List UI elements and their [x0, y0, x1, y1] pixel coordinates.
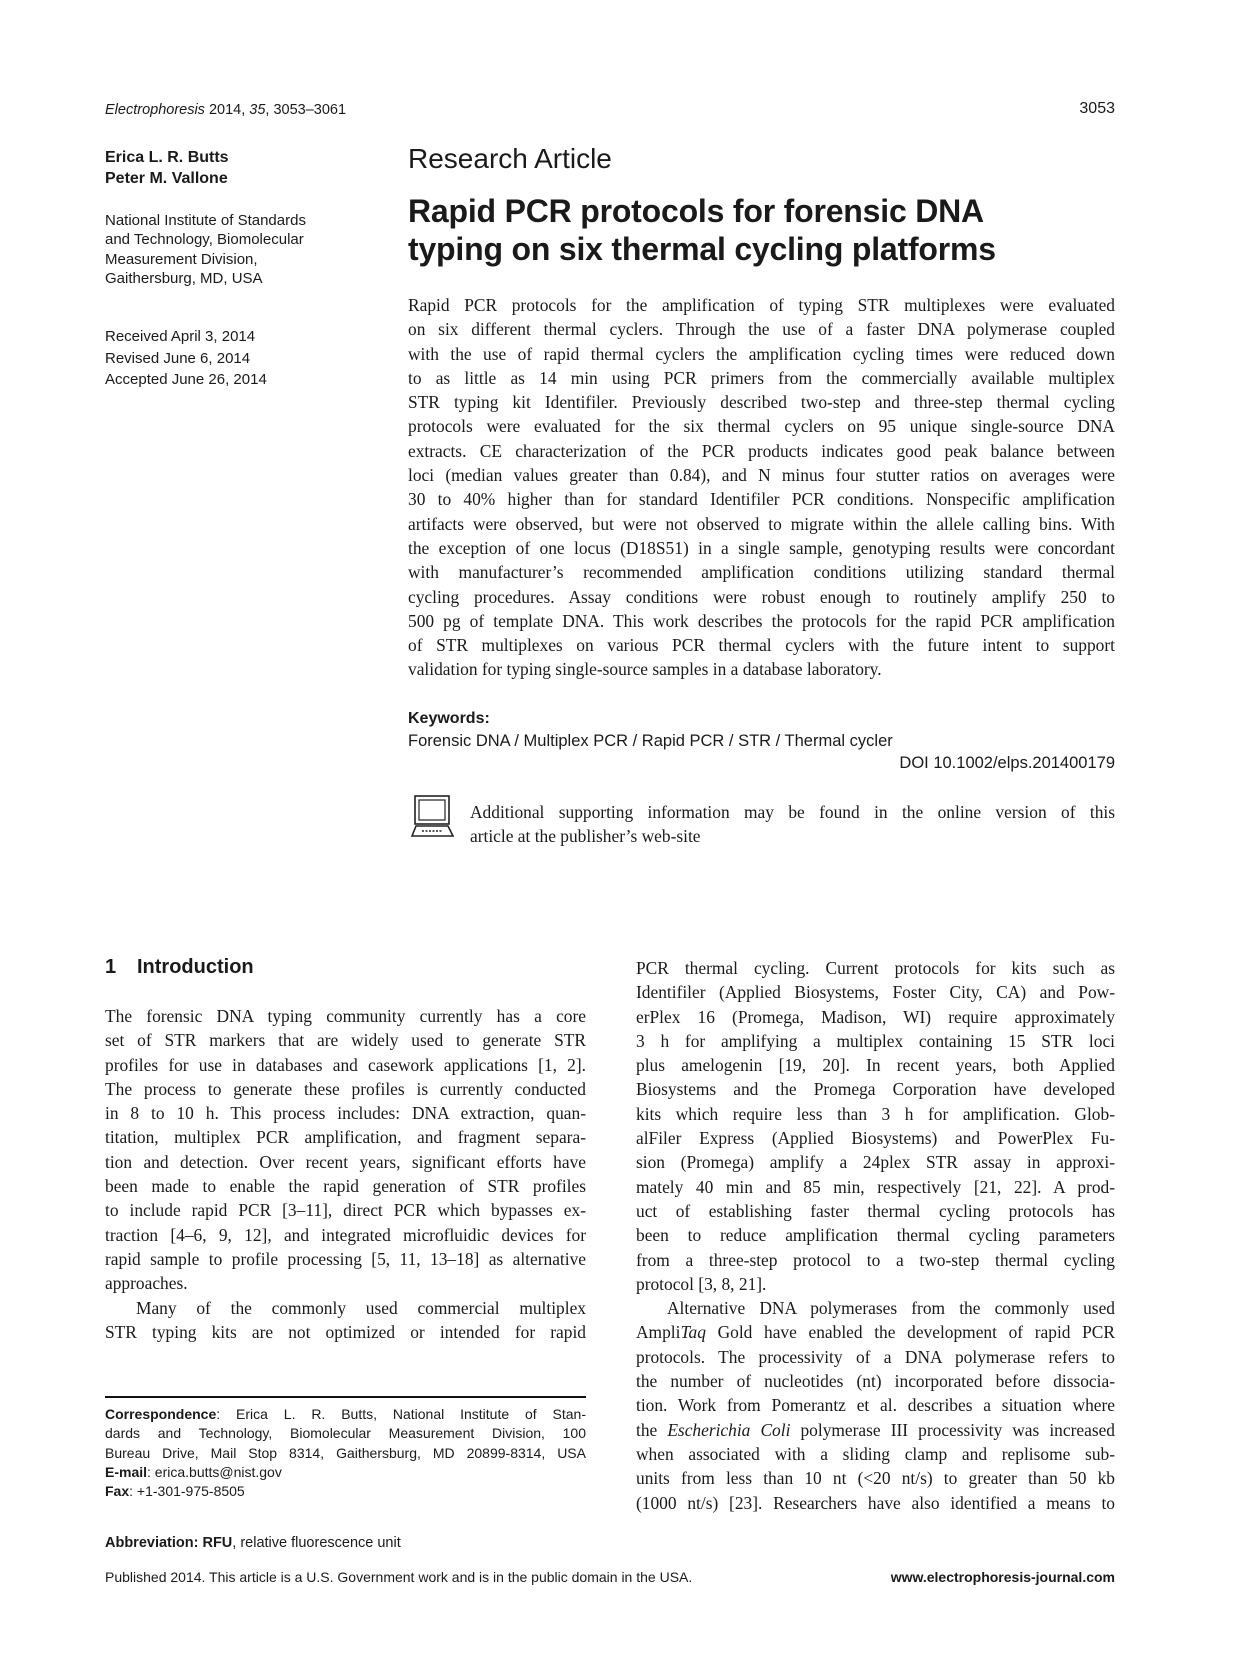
text-line: extracts. CE characterization of the PCR products indicates good peak balance between	[408, 440, 1115, 461]
text-line: with the use of rapid thermal cyclers the amplification cycling times were reduced down	[408, 343, 1115, 364]
author-list	[105, 147, 229, 189]
text-line: of STR multiplexes on various PCR thermal cyclers with the future intent to support	[408, 635, 1115, 656]
abbreviation-label: Abbreviation: RFU	[105, 1535, 233, 1551]
article-type: Research Article	[408, 143, 612, 174]
title-line: Rapid PCR protocols for forensic DNA	[408, 193, 984, 229]
text-line: been to reduce amplification thermal cycling parameters	[636, 1225, 1115, 1246]
text-line: Biosystems and the Promega Corporation have developed	[636, 1079, 1115, 1100]
article-title	[408, 192, 996, 268]
text-line: AmpliTaq Gold have enabled the development of rapid PCR	[636, 1322, 1115, 1343]
text-line: loci (median values greater than 0.84), and N minus four stutter ratios on averages were	[408, 465, 1115, 486]
text-line: uct of establishing faster thermal cycling protocols has	[636, 1200, 1115, 1221]
abbreviation-text: , relative fluorescence unit	[232, 1535, 401, 1551]
text-line: rapid sample to profile processing [5, 11, 13–18] as alternative	[105, 1248, 586, 1269]
text-line: approaches.	[105, 1273, 188, 1294]
text-line: titation, multiplex PCR amplification, and fragment separa-	[105, 1127, 586, 1148]
section-title: Introduction	[137, 956, 254, 978]
page-number: 3053	[1079, 100, 1115, 117]
text-line: Alternative DNA polymerases from the commonly used	[667, 1298, 1115, 1319]
correspondence-note	[105, 1405, 586, 1501]
history-dates	[105, 326, 267, 391]
text-line: traction [4–6, 9, 12], and integrated microfluidic devices for	[105, 1224, 586, 1245]
correspondence-label: Correspondence	[105, 1406, 217, 1422]
text-line: been made to enable the rapid generation of STR profiles	[105, 1176, 586, 1197]
text-line: alFiler Express (Applied Biosystems) and PowerPlex Fu-	[636, 1128, 1115, 1149]
text-line: profiles for use in databases and casework applications [1, 2].	[105, 1054, 586, 1075]
running-head	[105, 102, 346, 118]
affiliation-line: National Institute of Standards	[105, 212, 306, 229]
text-line: units from less than 10 nt (<20 nt/s) to greater than 50 kb	[636, 1468, 1115, 1489]
affiliation	[105, 211, 306, 288]
intro-column-right	[636, 956, 1115, 1515]
text-line: the number of nucleotides (nt) incorporated before dissocia-	[636, 1371, 1115, 1392]
text-line: kits which require less than 3 h for amplification. Glob-	[636, 1103, 1115, 1124]
footnote-divider	[105, 1396, 586, 1398]
fax-number: : +1-301-975-8505	[129, 1483, 245, 1500]
author: Peter M. Vallone	[105, 170, 228, 187]
journal-website-link[interactable]: www.electrophoresis-journal.com	[890, 1569, 1115, 1585]
text-line: STR typing kit Identifiler. Previously described two-step and three-step thermal cycling	[408, 392, 1115, 413]
accepted-date: Accepted June 26, 2014	[105, 371, 267, 388]
text-line: to as little as 14 min using PCR primers from the commercially available multiplex	[408, 367, 1115, 388]
italic-term: Escherichia Coli	[667, 1419, 791, 1440]
supporting-info-note	[470, 800, 1115, 849]
section-heading-introduction	[105, 956, 254, 979]
text-line: cycling procedures. Assay conditions were robust enough to routinely amplify 250 to	[408, 586, 1115, 607]
journal-name: Electrophoresis	[105, 102, 205, 118]
affiliation-line: and Technology, Biomolecular	[105, 231, 304, 249]
author: Erica L. R. Butts	[105, 149, 229, 166]
correspondence-line: dards and Technology, Biomolecular Measurement Division, 100	[105, 1425, 586, 1442]
text-line: with manufacturer’s recommended amplification conditions utilizing standard thermal	[408, 562, 1115, 583]
text-line: 500 pg of template DNA. This work describes the protocols for the rapid PCR amplification	[408, 610, 1115, 631]
text-line: Additional supporting information may be found in the online version of this	[470, 802, 1115, 822]
text-line: validation for typing single-source samples in a database laboratory.	[408, 659, 882, 680]
text-line: Many of the commonly used commercial multiplex	[136, 1297, 586, 1318]
intro-column-left	[105, 1004, 586, 1344]
text-line: PCR thermal cycling. Current protocols for kits such as	[636, 958, 1115, 978]
affiliation-line: Measurement Division,	[105, 250, 258, 268]
abstract	[408, 293, 1115, 682]
copyright-notice: Published 2014. This article is a U.S. Government work and is in the public domain in the USA.	[105, 1569, 693, 1585]
text-line: in 8 to 10 h. This process includes: DNA extraction, quan-	[105, 1103, 586, 1124]
keywords-list: Forensic DNA / Multiplex PCR / Rapid PCR / STR / Thermal cycler	[408, 732, 893, 750]
text-line: Identifiler (Applied Biosystems, Foster City, CA) and Pow-	[636, 982, 1115, 1003]
computer-icon	[411, 795, 455, 844]
section-number: 1	[105, 956, 117, 978]
text-line: plus amelogenin [19, 20]. In recent years, both Applied	[636, 1055, 1115, 1076]
abbreviation-note	[105, 1535, 401, 1551]
text-line: The process to generate these profiles is currently conducted	[105, 1078, 586, 1099]
text-line: 3 h for amplifying a multiplex containing 15 STR loci	[636, 1030, 1115, 1051]
email-label: E-mail	[105, 1463, 148, 1480]
text-line: mately 40 min and 85 min, respectively [21, 22]. A prod-	[636, 1176, 1115, 1197]
email-address[interactable]: : erica.butts@nist.gov	[147, 1463, 282, 1480]
citation-year: 2014,	[204, 102, 250, 118]
text-line: protocol [3, 8, 21].	[636, 1273, 767, 1294]
text-line: (1000 nt/s) [23]. Researchers have also identified a means to	[636, 1492, 1115, 1513]
text-line: on six different thermal cyclers. Through the use of a faster DNA polymerase coupled	[408, 319, 1115, 340]
text-line: tion and detection. Over recent years, significant efforts have	[105, 1151, 586, 1172]
citation-pages: , 3053–3061	[265, 102, 347, 118]
text-line: protocols were evaluated for the six thermal cyclers on 95 unique single-source DNA	[408, 416, 1115, 437]
text-line: when associated with a sliding clamp and replisome sub-	[636, 1443, 1115, 1464]
text-line: protocols. The processivity of a DNA polymerase refers to	[636, 1346, 1115, 1367]
correspondence-line: : Erica L. R. Butts, National Institute of Stan-	[216, 1406, 586, 1422]
italic-term: Taq	[680, 1322, 706, 1343]
text-line: the Escherichia Coli polymerase III processivity was increased	[636, 1419, 1116, 1440]
text-line: artifacts were observed, but were not observed to migrate within the allele calling bins. With	[408, 513, 1115, 534]
text-line: STR typing kits are not optimized or intended for rapid	[105, 1321, 586, 1342]
text-line: sion (Promega) amplify a 24plex STR assay in approxi-	[636, 1152, 1115, 1173]
text-line: tion. Work from Pomerantz et al. describes a situation where	[636, 1395, 1115, 1416]
text-line: The forensic DNA typing community currently has a core	[105, 1006, 586, 1026]
text-line: 30 to 40% higher than for standard Identifiler PCR conditions. Nonspecific amplification	[408, 489, 1115, 510]
doi[interactable]: DOI 10.1002/elps.201400179	[899, 754, 1115, 772]
fax-label: Fax	[105, 1483, 130, 1500]
text-line: to include rapid PCR [3–11], direct PCR which bypasses ex-	[105, 1200, 586, 1221]
text-line: from a three-step protocol to a two-step thermal cycling	[636, 1249, 1115, 1270]
keywords-label: Keywords:	[408, 710, 490, 727]
affiliation-line: Gaithersburg, MD, USA	[105, 269, 263, 287]
text-line: article at the publisher’s web-site	[470, 826, 701, 847]
text-line: erPlex 16 (Promega, Madison, WI) require approximately	[636, 1006, 1115, 1027]
received-date: Received April 3, 2014	[105, 328, 256, 345]
text-line: set of STR markers that are widely used to generate STR	[105, 1030, 586, 1051]
revised-date: Revised June 6, 2014	[105, 349, 251, 367]
text-line: the exception of one locus (D18S51) in a single sample, genotyping results were concordant	[408, 537, 1115, 558]
text-line: Rapid PCR protocols for the amplification of typing STR multiplexes were evaluated	[408, 295, 1115, 315]
citation-volume: 35	[249, 102, 266, 118]
correspondence-line: Bureau Drive, Mail Stop 8314, Gaithersburg, MD 20899-8314, USA	[105, 1444, 586, 1461]
title-line: typing on six thermal cycling platforms	[408, 231, 996, 267]
